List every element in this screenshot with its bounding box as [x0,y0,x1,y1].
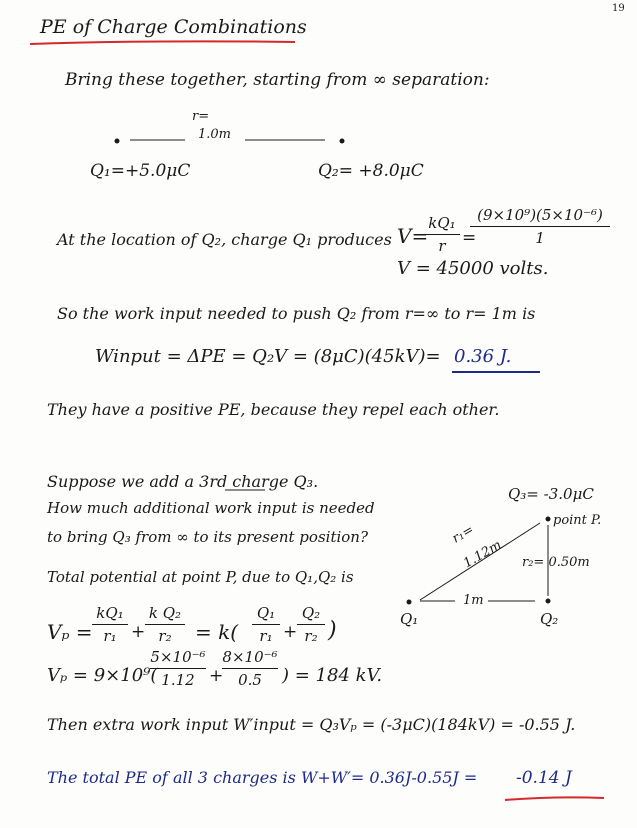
f3-num: Q₁ [256,604,276,622]
r-label: r= [192,109,210,124]
total-result: -0.14 J [516,768,572,788]
g2-num: 8×10⁻⁶ [222,648,278,666]
final-underline [505,797,604,800]
f4-den: r₂ [304,627,318,645]
q2-dot [546,599,551,604]
v-result: V = 45000 volts. [397,258,549,279]
base-label: 1m [463,593,484,608]
f2-num: k Q₂ [148,604,182,622]
work-result: 0.36 J. [454,346,512,367]
page-title: PE of Charge Combinations [40,16,307,38]
vp-label: Vₚ = [47,620,93,644]
numeric-numerator: (9×10⁹)(5×10⁻⁶) [477,206,603,224]
plus-3: + [209,666,224,686]
plus-2: + [283,622,298,642]
plus-1: + [131,622,146,642]
numeric-denominator: 1 [535,229,545,247]
total-text: The total PE of all 3 charges is W+W′= 0.36J-0.55J = [47,768,478,787]
g1-den: 1.12 [161,671,195,689]
f1-den: r₁ [103,627,117,645]
close-paren: ) [328,618,337,643]
q2-point-label: Q₂ [540,610,559,628]
q2-label: Q₂= +8.0μC [318,161,424,181]
g2-den: 0.5 [238,671,262,689]
page-number: 19 [612,3,625,14]
f1-num: kQ₁ [96,604,124,622]
q1-point-label: Q₁ [400,610,419,628]
f4-num: Q₂ [301,604,321,622]
vp2-label: Vₚ = 9×10⁹( [47,665,158,686]
f3-den: r₁ [259,627,273,645]
extra-work: Then extra work input W′input = Q₃Vₚ = (-3μC)(184kV) = -0.55 J. [47,715,576,734]
kq1-over-r-fraction [424,214,460,255]
f3-fraction [252,604,280,645]
part2-line4: Total potential at point P, due to Q₁,Q₂ is [47,568,354,586]
r2-label: r₂= 0.50m [522,555,590,570]
kq1-numerator: kQ₁ [428,214,456,232]
repel-text: They have a positive PE, because they repel each other. [47,400,500,419]
g2-fraction [222,648,278,689]
f2-den: r₂ [158,627,172,645]
vp2-result: ) = 184 kV. [282,665,383,686]
q1-dot [407,600,412,605]
f4-fraction [297,604,325,645]
v-equals: V= [397,224,429,248]
f2-fraction [145,604,185,645]
part2-line3: to bring Q₃ from ∞ to its present position? [47,528,368,546]
r1-label: r₁= [449,522,477,547]
numeric-fraction [470,206,610,247]
equals-k: = k( [195,620,239,644]
q1-label: Q₁=+5.0μC [90,161,191,181]
q3-label: Q₃= -3.0μC [508,485,594,503]
r-denominator: r [438,237,446,255]
r-value: 1.0m [198,127,232,142]
part2-line1: Suppose we add a 3rd charge Q₃. [47,472,319,491]
charge-q1-dot [115,139,120,144]
step2-text: So the work input needed to push Q₂ from r=∞ to r= 1m is [57,304,536,323]
work-equation: Winput = ΔPE = Q₂V = (8μC)(45kV)= [95,346,441,367]
point-p-label: point P. [553,513,602,528]
part2-line2: How much additional work input is needed [47,499,375,517]
g1-fraction [150,648,206,689]
f1-fraction [92,604,128,645]
step1-text: At the location of Q₂, charge Q₁ produces [57,230,392,249]
equals-2: = [462,228,477,248]
intro-text: Bring these together, starting from ∞ separation: [65,70,490,90]
title-underline [30,41,295,44]
point-p-dot [546,517,551,522]
g1-num: 5×10⁻⁶ [150,648,206,666]
r1-value: 1.12m [461,537,505,572]
charge-q2-dot [340,139,345,144]
